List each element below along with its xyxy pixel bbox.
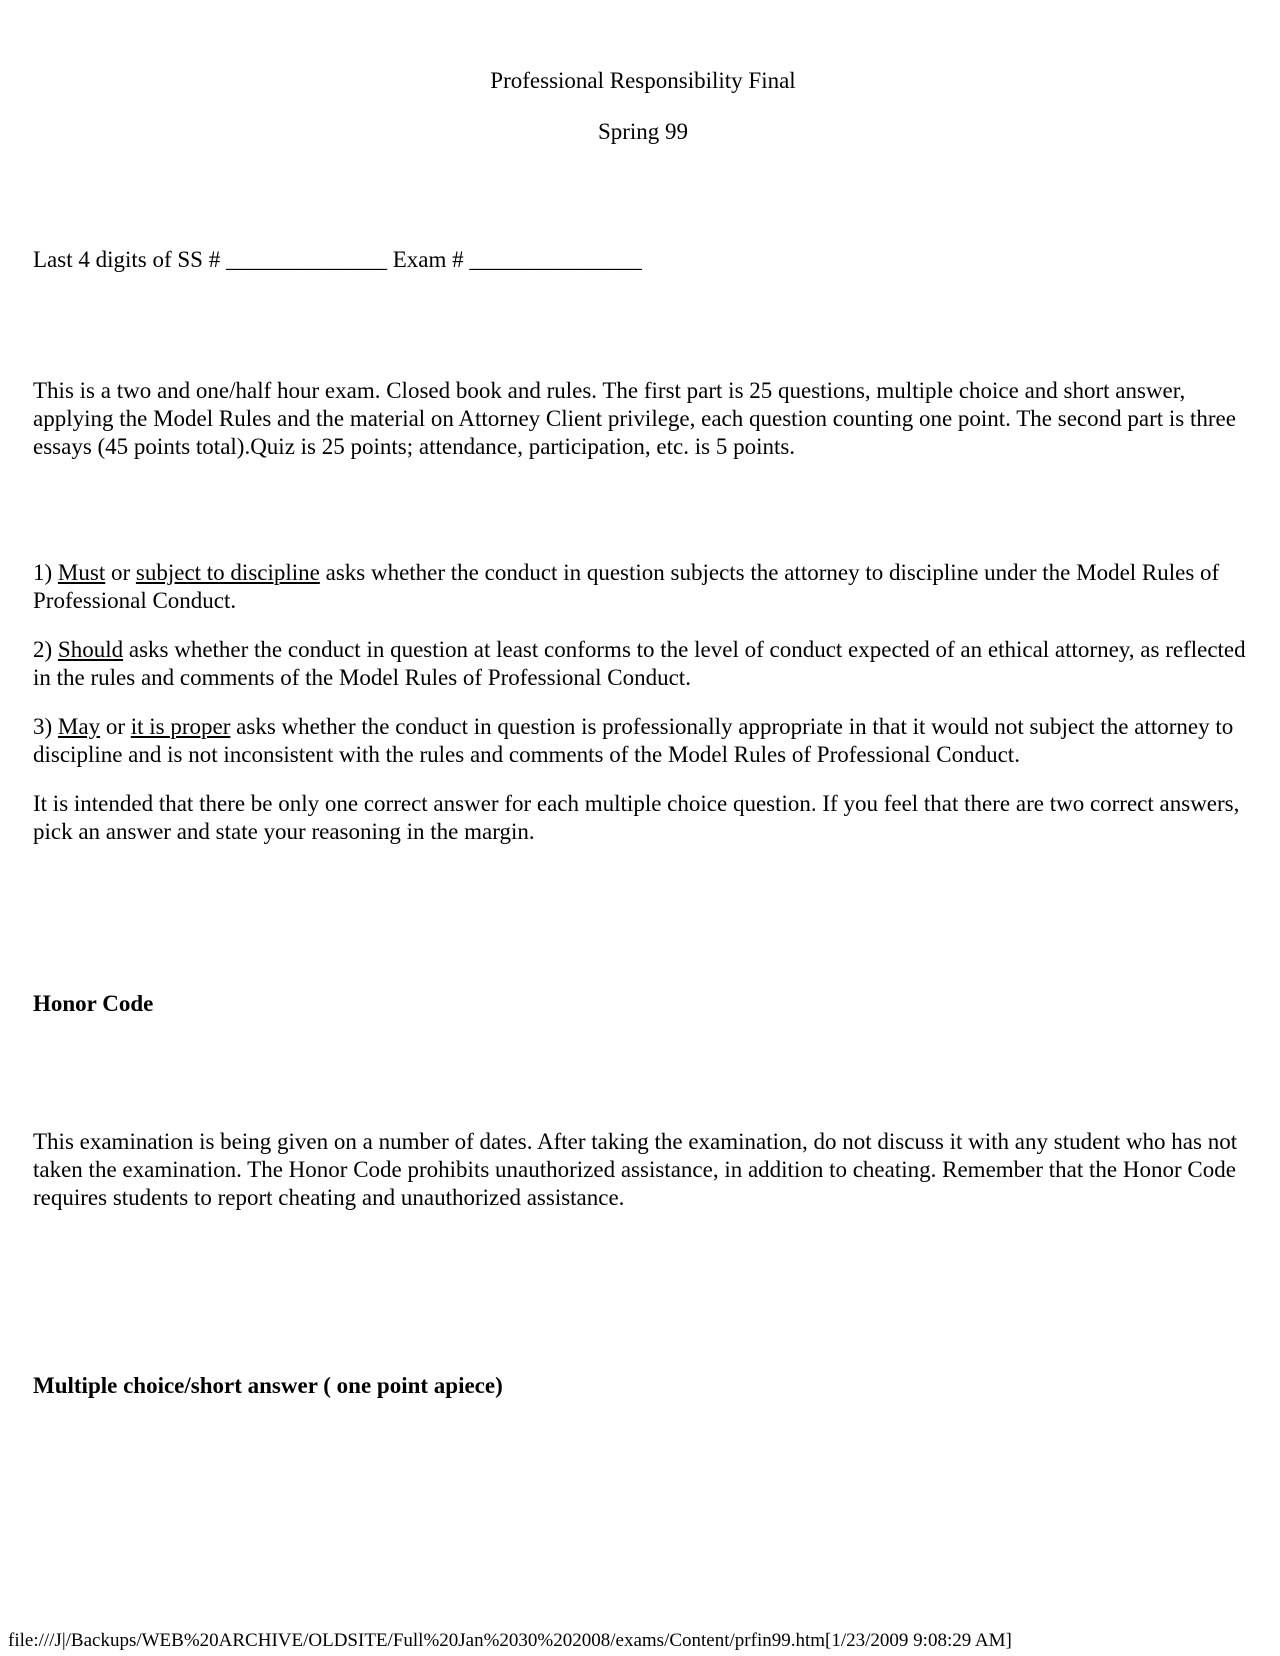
intro-paragraph: This is a two and one/half hour exam. Closed book and rules. The first part is 25 questions, multiple choice and short answer, applying the Model Rules and the material on Attorney Client privilege, each question counting one point. The second part is three essays (45 points total).Quiz is 25 points; attendance, participation, etc. is 5 points. — [33, 378, 1236, 459]
definition-must — [33, 559, 1251, 615]
definition-text: asks whether the conduct in question is professionally appropriate in that it would not subject the attorney to discipline and is not inconsistent with the rules and comments of the Model Rules of Professional Conduct. — [33, 714, 1234, 767]
definition-may — [33, 713, 1251, 769]
id-line — [33, 246, 1251, 274]
definition-text: asks whether the conduct in question subjects the attorney to discipline under the Model Rules of Professional Conduct. — [33, 560, 1220, 613]
one-answer-note: It is intended that there be only one correct answer for each multiple choice question. If you feel that there are two correct answers, pick an answer and state your reasoning in the margin. — [33, 791, 1240, 844]
honor-code-heading: Honor Code — [33, 991, 154, 1016]
ss-blank: ______________ — [225, 247, 387, 272]
multiple-choice-heading: Multiple choice/short answer ( one point apiece) — [33, 1373, 503, 1398]
exam-number-blank: _______________ — [469, 247, 642, 272]
exam-title: Professional Responsibility Final — [490, 68, 796, 93]
honor-code-paragraph: This examination is being given on a number of dates. After taking the examination, do not discuss it with any student who has not taken the examination. The Honor Code prohibits unauthorized assistance, in addition to cheating. Remember that the Honor Code requires students to report cheating and unauthorized assistance. — [33, 1129, 1238, 1210]
definition-text: asks whether the conduct in question at least conforms to the level of conduct expected of an ethical attorney, as reflected in the rules and comments of the Model Rules of Professional Conduct. — [33, 637, 1246, 690]
term-it-is-proper: it is proper — [130, 714, 231, 739]
definition-number: 1) — [33, 560, 53, 585]
term-must: Must — [57, 560, 106, 585]
ss-label: Last 4 digits of SS # — [33, 247, 221, 272]
term-subject-to-discipline: subject to discipline — [135, 560, 320, 585]
exam-number-label: Exam # — [392, 247, 464, 272]
page-footer-url: file:///J|/Backups/WEB%20ARCHIVE/OLDSITE/Full%20Jan%2030%202008/exams/Content/prfin99.htm[1/23/2009 9:08:29 AM] — [8, 1630, 1012, 1651]
definition-number: 2) — [33, 637, 53, 662]
term-should: Should — [57, 637, 124, 662]
definition-should — [33, 636, 1251, 692]
term-connector: or — [105, 714, 126, 739]
term-connector: or — [110, 560, 131, 585]
exam-term: Spring 99 — [597, 119, 689, 144]
term-may: May — [57, 714, 101, 739]
definition-number: 3) — [33, 714, 53, 739]
